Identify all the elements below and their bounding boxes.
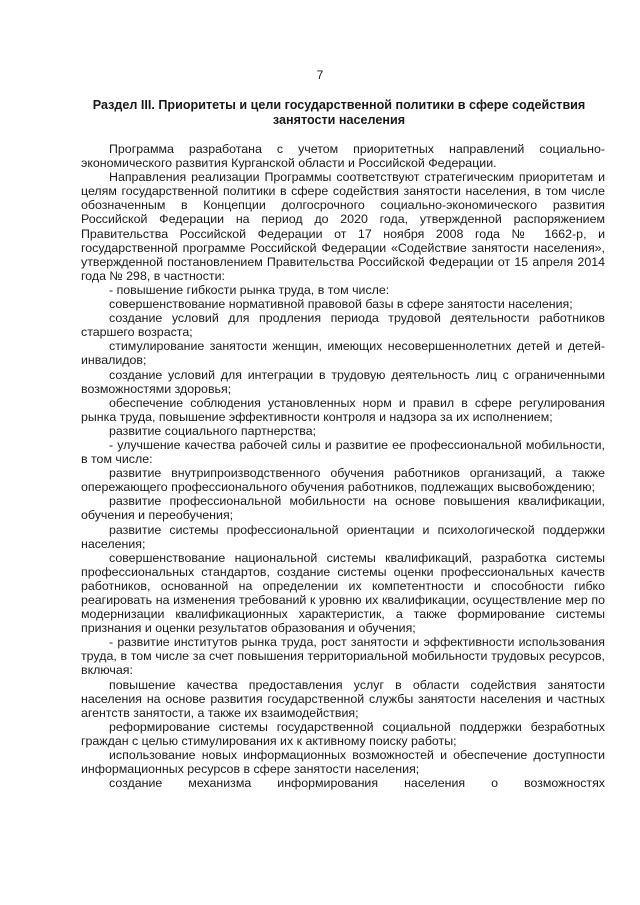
paragraph: Программа разработана с учетом приоритетных направлений социально-экономического развития Курганской области и Российской Федерации. [81, 142, 605, 171]
page-number: 7 [316, 68, 324, 82]
list-item: реформирование системы государственной социальной поддержки безработных граждан с целью стимулирования их к активному поиску работы; [81, 719, 605, 748]
list-item: использование новых информационных возможностей и обеспечение доступности информационных ресурсов в сфере занятости населения; [81, 748, 605, 777]
list-item: совершенствование национальной системы квалификаций, разработка системы профессиональных стандартов, создание системы оценки профессиональных качеств работников, основанной на определении их компетентности и способности гибко реагировать на изменения требований к уровню их квалификации, осуществление мер по модернизации квалификационных характеристик, а также формирование системы признания и оценки результатов образования и обучения; [81, 550, 605, 636]
list-item: совершенствование нормативной правовой базы в сфере занятости населения; [109, 297, 573, 312]
list-item: обеспечение соблюдения установленных норм и правил в сфере регулирования рынка труда, повышение эффективности контроля и надзора за их исполнением; [81, 395, 605, 424]
list-item: создание условий для интеграции в трудовую деятельность лиц с ограниченными возможностями здоровья; [81, 367, 605, 396]
list-item: развитие социального партнерства; [109, 423, 317, 438]
section-title: Раздел III. Приоритеты и цели государственной политики в сфере содействия занятости населения [92, 98, 586, 127]
list-item: стимулирование занятости женщин, имеющих несовершеннолетних детей и детей-инвалидов; [81, 339, 605, 368]
list-item: развитие профессиональной мобильности на основе повышения квалификации, обучения и переобучения; [81, 494, 605, 523]
paragraph: Направления реализации Программы соответствуют стратегическим приоритетам и целям государственной политики в сфере содействия занятости населения, в том числе обозначенным в Концепции долгосрочного социально-экономического развития Российской Федерации на период до 2020 года, утвержденной распоряжением Правительства Российской Федерации от 17 ноября 2008 года № 1662-р, и государственной программе Российской Федерации «Содействие занятости населения», утвержденной постановлением Правительства Российской Федерации от 15 апреля 2014 года № 298, в частности: [81, 170, 605, 283]
list-item: создание механизма информирования населения о возможностях [109, 776, 605, 791]
list-item: повышение качества предоставления услуг в области содействия занятости населения на основе развития государственной службы занятости населения и частных агентств занятости, а также их взаимодействия; [81, 677, 605, 720]
list-item: развитие внутрипроизводственного обучения работников организаций, а также опережающего профессионального обучения работников, подлежащих высвобождению; [81, 466, 605, 495]
list-item: - повышение гибкости рынка труда, в том числе: [109, 282, 390, 297]
body-text [81, 142, 605, 790]
list-item: - улучшение качества рабочей силы и развитие ее профессиональной мобильности, в том числе: [81, 437, 605, 467]
list-item: создание условий для продления периода трудовой деятельности работников старшего возраста; [81, 311, 605, 340]
list-item: - развитие институтов рынка труда, рост занятости и эффективности использования труда, в том числе за счет повышения территориальной мобильности трудовых ресурсов, включая: [81, 635, 605, 678]
list-item: развитие системы профессиональной ориентации и психологической поддержки населения; [81, 522, 605, 551]
